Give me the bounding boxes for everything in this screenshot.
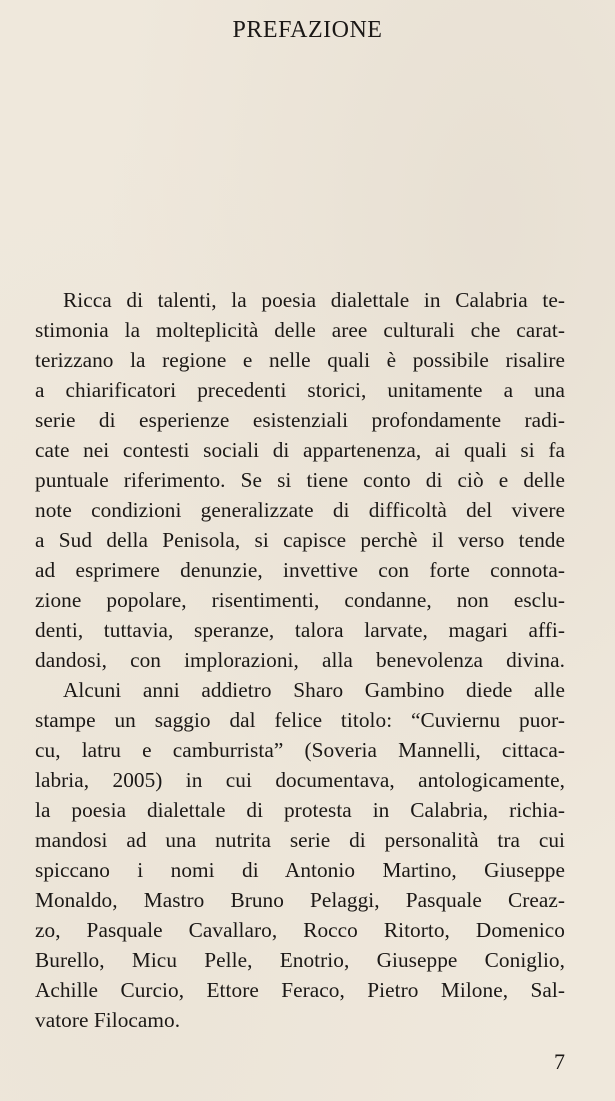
paragraph-2 xyxy=(35,675,565,1035)
text-line: serie di esperienze esistenziali profondamente radi- xyxy=(35,408,565,432)
text-line: dandosi, con implorazioni, alla benevolenza divina. xyxy=(35,648,565,672)
paragraph-1 xyxy=(35,285,565,675)
text-line: zo, Pasquale Cavallaro, Rocco Ritorto, Domenico xyxy=(35,918,565,942)
text-line: Alcuni anni addietro Sharo Gambino diede alle xyxy=(63,678,565,702)
page-number: 7 xyxy=(554,1049,565,1074)
text-line: denti, tuttavia, speranze, talora larvate, magari affi- xyxy=(35,618,565,642)
text-line: spiccano i nomi di Antonio Martino, Giuseppe xyxy=(35,858,565,882)
text-line: la poesia dialettale di protesta in Calabria, richia- xyxy=(35,798,565,822)
text-line: a Sud della Penisola, si capisce perchè il verso tende xyxy=(35,528,565,552)
text-line: stimonia la molteplicità delle aree culturali che carat- xyxy=(35,318,565,342)
text-line: cate nei contesti sociali di appartenenza, ai quali si fa xyxy=(35,438,565,462)
text-line: a chiarificatori precedenti storici, unitamente a una xyxy=(35,378,565,402)
text-line: note condizioni generalizzate di difficoltà del vivere xyxy=(35,498,565,522)
text-line: cu, latru e camburrista” (Soveria Mannelli, cittaca- xyxy=(35,738,565,762)
text-line: zione popolare, risentimenti, condanne, non esclu- xyxy=(35,588,565,612)
text-line: Monaldo, Mastro Bruno Pelaggi, Pasquale Creaz- xyxy=(35,888,565,912)
page-title: PREFAZIONE xyxy=(232,17,383,43)
text-line: stampe un saggio dal felice titolo: “Cuviernu puor- xyxy=(35,708,565,732)
text-line: terizzano la regione e nelle quali è possibile risalire xyxy=(35,348,565,372)
text-line: ad esprimere denunzie, invettive con forte connota- xyxy=(35,558,565,582)
text-line: vatore Filocamo. xyxy=(35,1008,181,1032)
text-line: labria, 2005) in cui documentava, antologicamente, xyxy=(35,768,565,792)
text-line: Ricca di talenti, la poesia dialettale in Calabria te- xyxy=(63,288,565,312)
text-line: mandosi ad una nutrita serie di personalità tra cui xyxy=(35,828,565,852)
text-line: puntuale riferimento. Se si tiene conto di ciò e delle xyxy=(35,468,565,492)
text-line: Burello, Micu Pelle, Enotrio, Giuseppe Coniglio, xyxy=(35,948,565,972)
text-line: Achille Curcio, Ettore Feraco, Pietro Milone, Sal- xyxy=(35,978,565,1002)
